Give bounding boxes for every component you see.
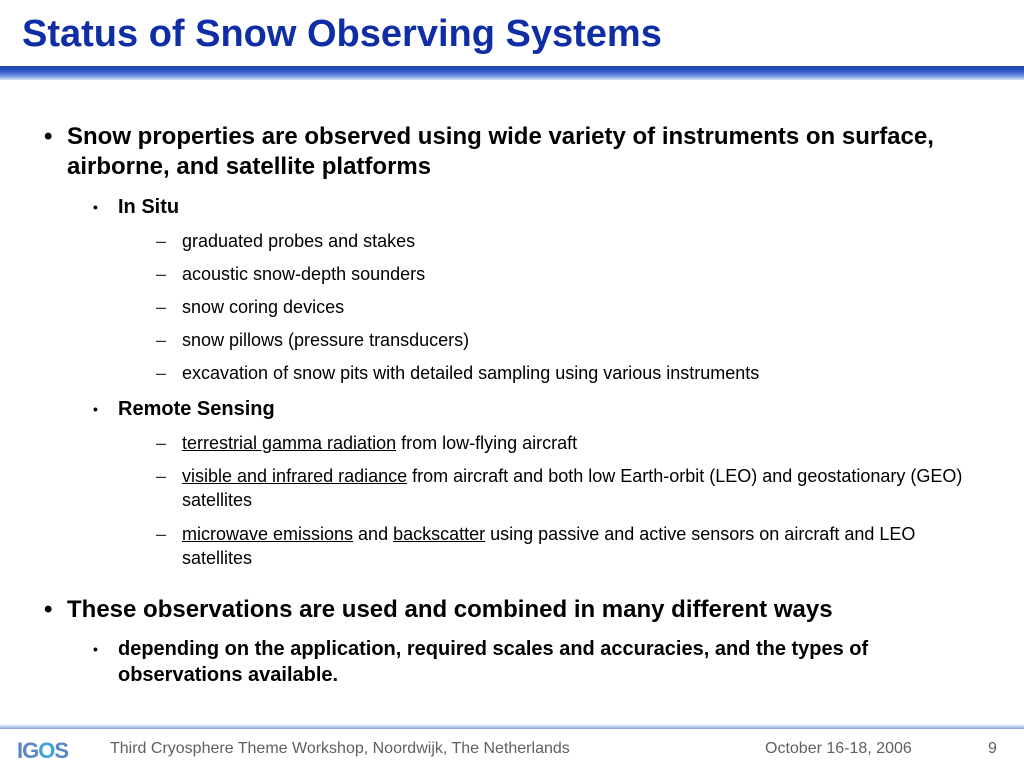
list-item-text bbox=[182, 431, 972, 455]
dash-marker: – bbox=[156, 524, 167, 544]
bullet-marker: • bbox=[93, 401, 98, 417]
page-number: 9 bbox=[988, 740, 997, 757]
list-item-text: snow pillows (pressure transducers) bbox=[182, 330, 470, 350]
bullet-text: These observations are used and combined in many different ways bbox=[67, 596, 833, 623]
dash-marker: – bbox=[156, 330, 167, 350]
underlined-term: visible and infrared radiance bbox=[182, 466, 408, 486]
list-item-rest: from aircraft and both low Earth-orbit (LEO) and geostationary (GEO) satellites bbox=[182, 466, 963, 510]
dash-marker: – bbox=[156, 264, 167, 284]
bullet-marker: • bbox=[93, 641, 98, 657]
bullet-marker: • bbox=[44, 596, 53, 623]
dash-marker: – bbox=[156, 466, 167, 486]
igos-logo: IGOS bbox=[17, 738, 69, 763]
dash-marker: – bbox=[156, 363, 167, 383]
list-item-text bbox=[182, 464, 972, 512]
sub-bullet-label: Remote Sensing bbox=[118, 398, 275, 420]
sub-bullet-label: In Situ bbox=[118, 196, 180, 218]
list-item-rest: from low-flying aircraft bbox=[396, 433, 578, 453]
list-item-text: snow coring devices bbox=[182, 297, 345, 317]
slide-footer bbox=[0, 730, 1024, 768]
bullet-marker: • bbox=[44, 123, 53, 150]
slide-title: Status of Snow Observing Systems bbox=[22, 13, 662, 55]
dash-marker: – bbox=[156, 297, 167, 317]
list-item-text: graduated probes and stakes bbox=[182, 231, 416, 251]
footer-divider bbox=[0, 724, 1024, 729]
underlined-term: terrestrial gamma radiation bbox=[182, 433, 397, 453]
sub-bullet-text: depending on the application, required scales and accuracies, and the types of observations available. bbox=[118, 638, 869, 686]
footer-date: October 16-18, 2006 bbox=[765, 740, 912, 757]
list-item-text bbox=[182, 522, 972, 570]
underlined-term: backscatter bbox=[393, 524, 486, 544]
underlined-term: microwave emissions bbox=[182, 524, 354, 544]
bullet-marker: • bbox=[93, 199, 98, 215]
bullet-text: Snow properties are observed using wide variety of instruments on surface, airborne, and satellite platforms bbox=[67, 123, 934, 180]
list-item-mid: and bbox=[353, 524, 394, 544]
dash-marker: – bbox=[156, 231, 167, 251]
list-item-text: acoustic snow-depth sounders bbox=[182, 264, 426, 284]
list-item-text: excavation of snow pits with detailed sampling using various instruments bbox=[182, 363, 760, 383]
list-item-rest: using passive and active sensors on aircraft and LEO satellites bbox=[182, 524, 916, 568]
footer-event: Third Cryosphere Theme Workshop, Noordwijk, The Netherlands bbox=[110, 740, 570, 757]
dash-marker: – bbox=[156, 433, 167, 453]
